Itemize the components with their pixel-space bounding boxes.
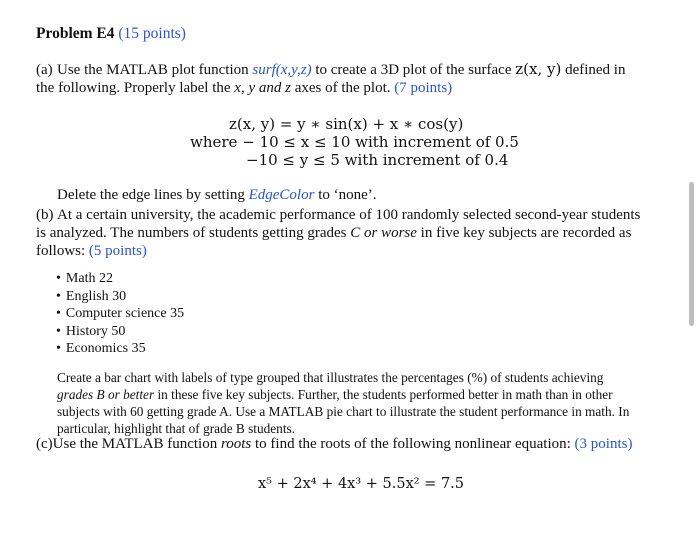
list-item: • Computer science 35 — [56, 305, 184, 323]
part-c-label: (c) — [36, 436, 53, 452]
bar-text: in these five key subjects. Further, the students performed better in math than in other subjects with 60 getting grade A. Use a MATLAB pie chart to illustrate the student performance in math. In particular, highlight that of grade B students. — [57, 387, 630, 436]
surf-function: surf(x,y,z) — [252, 62, 312, 78]
part-b-text: in five key subjects are recorded as follows: — [36, 225, 632, 259]
problem-title — [36, 25, 186, 43]
surface-symbol: z(x, y) — [515, 60, 562, 78]
edge-text: Delete the edge lines by setting — [57, 187, 249, 203]
part-c-paragraph — [36, 436, 632, 453]
polynomial-equation: x⁵ + 2x⁴ + 4x³ + 5.5x² = 7.5 — [258, 476, 465, 492]
domain-x: where − 10 ≤ x ≤ 10 with increment of 0.5 — [190, 133, 519, 151]
part-b-text: At a certain university, the academic performance of 100 randomly selected second-year students is analyzed. The numbers of students getting grades — [36, 207, 641, 241]
grade-term: C or worse — [350, 225, 417, 241]
bar-chart-instructions — [57, 369, 642, 437]
problem-heading: Problem E4 — [36, 25, 115, 42]
axes-term: x, y and z — [234, 80, 291, 96]
part-a-text: axes of the plot. — [290, 80, 395, 96]
part-a-points: (7 points) — [394, 80, 453, 96]
roots-function: roots — [220, 436, 252, 452]
domain-y: −10 ≤ y ≤ 5 with increment of 0.4 — [246, 151, 509, 169]
surface-equation: z(x, y) = y ∗ sin(x) + x ∗ cos(y) — [229, 115, 464, 133]
part-a-paragraph — [36, 60, 646, 97]
edge-instruction — [57, 187, 377, 204]
list-item: • History 50 — [56, 323, 184, 341]
part-a-text: Use the MATLAB plot function — [57, 62, 253, 78]
part-a-text: defined in the following. Properly label the — [36, 62, 626, 96]
list-item: • English 30 — [56, 288, 184, 306]
edge-text: to ‘none’. — [314, 187, 377, 203]
vertical-scrollbar[interactable] — [689, 182, 694, 326]
subject-list — [56, 270, 184, 358]
part-b-paragraph — [36, 206, 646, 260]
part-c-text: Use the MATLAB function — [52, 436, 221, 452]
list-item: • Math 22 — [56, 270, 184, 288]
part-a-label: (a) — [36, 62, 53, 78]
part-b-label: (b) — [36, 207, 54, 223]
edgecolor-term: EdgeColor — [248, 187, 315, 203]
list-item: • Economics 35 — [56, 340, 184, 358]
part-a-text: to create a 3D plot of the surface — [311, 62, 516, 78]
problem-points: (15 points) — [118, 25, 186, 42]
part-c-text: to find the roots of the following nonlinear equation: — [251, 436, 575, 452]
part-b-points: (5 points) — [88, 243, 147, 259]
grades-term: grades B or better — [57, 387, 155, 402]
part-c-points: (3 points) — [574, 436, 633, 452]
bar-text: Create a bar chart with labels of type grouped that illustrates the percentages (%) of students achieving — [57, 370, 604, 385]
